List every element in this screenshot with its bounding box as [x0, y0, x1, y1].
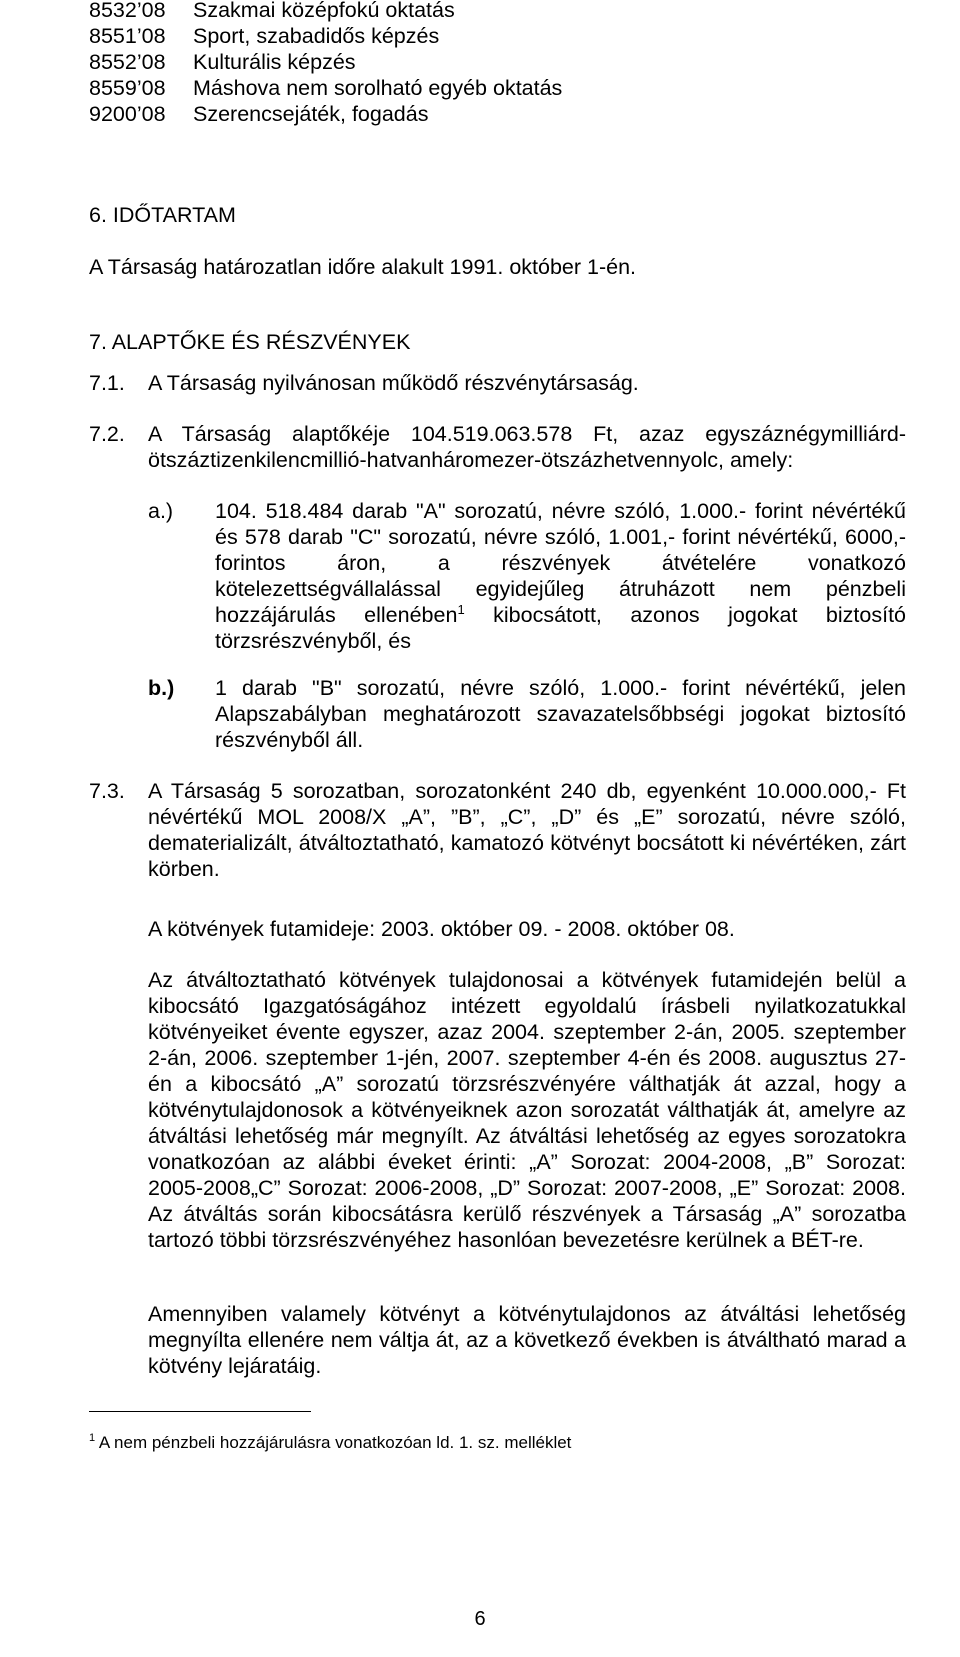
activity-code: 8552’08 [89, 50, 166, 74]
footnote [89, 1432, 571, 1454]
activity-code: 8551’08 [89, 24, 166, 48]
activity-code: 9200’08 [89, 102, 166, 126]
item-a-text-part: 104. 518.484 darab "A" sorozatú, névre szóló, 1.000.- forint névértékű és 578 darab "C" sorozatú, névre szóló, 1.001,- forint névértékű, 6000,- forintos áron, a részvények átvételére vonatkozó kötelezettségvállalással egyidejűleg átruházott nem pénzbeli hozzájárulás ellenében [215, 499, 906, 627]
activity-code: 8559’08 [89, 76, 166, 100]
activity-name: Szakmai középfokú oktatás [193, 0, 455, 22]
activity-name: Sport, szabadidős képzés [193, 24, 440, 48]
section-7-3-text: A Társaság 5 sorozatban, sorozatonként 240 db, egyenként 10.000.000,- Ft névértékű MOL 2008/X „A”, ”B”, „C”, „D” és „E” sorozatú, névre szóló, dematerializált, átváltoztatható, kamatozó kötvényt bocsátott ki névértéken, zárt körben. [148, 779, 906, 881]
section-6-text: A Társaság határozatlan időre alakult 1991. október 1-én. [89, 255, 637, 279]
item-a-label: a.) [148, 499, 174, 523]
footnote-ref: 1 [457, 602, 465, 617]
footnote-number: 1 [89, 1432, 96, 1444]
activity-name: Máshova nem sorolható egyéb oktatás [193, 76, 563, 100]
bond-term: A kötvények futamideje: 2003. október 09. - 2008. október 08. [148, 917, 735, 941]
footnote-text: A nem pénzbeli hozzájárulásra vonatkozóan ld. 1. sz. melléklet [98, 1433, 572, 1452]
footnote-divider [89, 1411, 311, 1412]
item-b-label: b.) [148, 676, 175, 700]
bond-maturity-paragraph: Amennyiben valamely kötvényt a kötvénytulajdonos az átváltási lehetőség megnyílta ellenére nem váltja át, az a következő években is átváltható marad a kötvény lejáratáig. [148, 1302, 906, 1378]
item-b-text: 1 darab "B" sorozatú, névre szóló, 1.000.- forint névértékű, jelen Alapszabályban meghatározott szavazatelsőbbségi jogokat biztosító részvényből áll. [215, 676, 906, 752]
section-7-heading: 7. ALAPTŐKE ÉS RÉSZVÉNYEK [89, 330, 411, 354]
item-a-text [215, 498, 906, 654]
bond-conversion-paragraph: Az átváltoztatható kötvények tulajdonosai a kötvények futamidején belül a kibocsátó Igazgatóságához intézett egyoldalú írásbeli nyilatkozatukkal kötvényeiket évente egyszer, azaz 2004. szeptember 2-án, 2005. szeptember 2-án, 2006. szeptember 1-jén, 2007. szeptember 4-én és 2008. augusztus 27-én a kibocsátó „A” sorozatú törzsrészvényére válthatják át azzal, hogy a kötvénytulajdonosok a kötvényeiknek azon sorozatát válthatják át, amelyre az átváltási lehetőség már megnyílt. Az átváltási lehetőség az egyes sorozatokra vonatkozóan az alábbi éveket érinti: „A” Sorozat: 2004-2008, „B” Sorozat: 2005-2008„C” Sorozat: 2006-2008, „D” Sorozat: 2007-2008, „E” Sorozat: 2008. Az átváltás során kibocsátásra kerülő részvények a Társaság „A” sorozatba tartozó többi törzsrészvényéhez hasonlóan bevezetésre kerülnek a BÉT-re. [148, 968, 906, 1252]
section-7-2-text: A Társaság alaptőkéje 104.519.063.578 Ft, azaz egyszáznégymilliárd- ötszáztizenkilencmillió-hatvanháromezer-ötszázhetvennyolc, amely: [148, 422, 906, 472]
item-a-text-part: kibocsátott, azonos jogokat biztosító törzsrészvényből, és [215, 603, 907, 653]
activity-code: 8532’08 [89, 0, 166, 22]
section-7-2-number: 7.2. [89, 422, 125, 446]
section-7-1-number: 7.1. [89, 371, 125, 395]
section-6-heading: 6. IDŐTARTAM [89, 203, 236, 227]
section-7-1-text: A Társaság nyilvánosan működő részvénytársaság. [148, 371, 639, 395]
page-number: 6 [474, 1608, 486, 1630]
activity-name: Kulturális képzés [193, 50, 356, 74]
section-7-3-number: 7.3. [89, 779, 125, 803]
activity-name: Szerencsejáték, fogadás [193, 102, 429, 126]
